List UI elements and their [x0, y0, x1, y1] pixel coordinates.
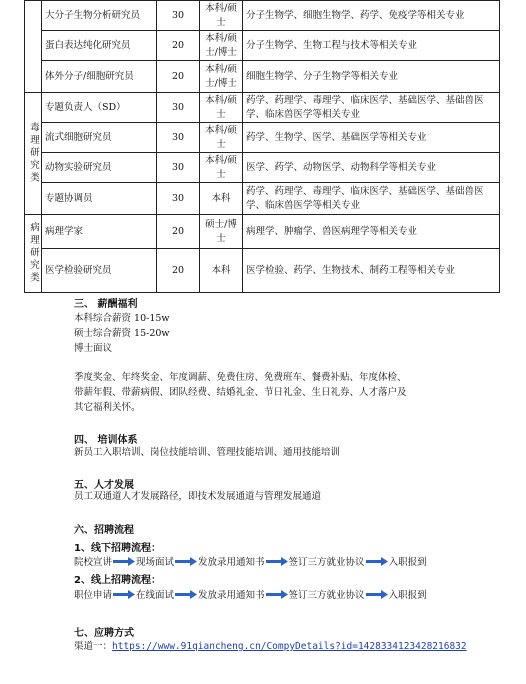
offline-process-flow — [74, 555, 427, 570]
arrow-right-icon — [175, 590, 197, 599]
headcount: 20 — [157, 31, 200, 61]
education: 本科/硕士 — [200, 93, 243, 123]
education: 本科/硕士 — [200, 123, 243, 153]
offline-process-heading: 1、线下招聘流程： — [74, 543, 161, 554]
category-label: 毒理研究类 — [28, 122, 39, 185]
position-name: 大分子生物分析研究员 — [42, 1, 157, 31]
development-text: 员工双通道人才发展路径，即技术发展通道与管理发展通道 — [74, 491, 322, 502]
benefits-line: 季度奖金、年终奖金、年度调薪、免费住房、免费班车、餐费补贴、年度体检、 — [74, 372, 407, 383]
position-name: 体外分子/细胞研究员 — [42, 61, 157, 93]
headcount: 20 — [157, 61, 200, 93]
major: 药学、药理学、毒理学、临床医学、基础医学、基础兽医学、临床兽医学等相关专业 — [243, 183, 500, 215]
major: 医学、药学、动物医学、动物科学等相关专业 — [243, 153, 500, 183]
headcount: 30 — [157, 153, 200, 183]
salary-heading: 三、 薪酬福利 — [74, 299, 138, 310]
table-row — [25, 93, 500, 123]
step-label: 入职报到 — [388, 590, 427, 601]
position-name: 动物实验研究员 — [42, 153, 157, 183]
arrow-right-icon — [366, 590, 388, 599]
step-label: 在线面试 — [136, 590, 175, 601]
online-process-heading: 2、线上招聘流程： — [74, 575, 161, 586]
headcount: 20 — [157, 249, 200, 293]
step-label: 入职报到 — [388, 557, 427, 568]
salary-master: 硕士综合薪资 15-20w — [74, 328, 170, 339]
table-row — [25, 153, 500, 183]
arrow-right-icon — [266, 590, 288, 599]
education: 本科 — [200, 249, 243, 293]
benefits-line: 其它福利关怀。 — [74, 402, 141, 413]
major: 细胞生物学、分子生物学等相关专业 — [243, 61, 500, 93]
arrow-right-icon — [266, 557, 288, 566]
step-label: 职位申请 — [74, 590, 113, 601]
step-label: 发放录用通知书 — [198, 557, 265, 568]
apply-channel — [74, 639, 467, 654]
arrow-right-icon — [175, 557, 197, 566]
online-process-flow — [74, 588, 427, 603]
table-row — [25, 183, 500, 215]
headcount: 30 — [157, 1, 200, 31]
education: 本科/硕士/博士 — [200, 61, 243, 93]
step-label: 发放录用通知书 — [198, 590, 265, 601]
position-name: 流式细胞研究员 — [42, 123, 157, 153]
major: 药学、生物学、医学、基础医学等相关专业 — [243, 123, 500, 153]
step-label: 签订三方就业协议 — [288, 557, 365, 568]
major: 病理学、肿瘤学、兽医病理学等相关专业 — [243, 215, 500, 249]
position-name: 专题协调员 — [42, 183, 157, 215]
education: 本科/硕士/博士 — [200, 31, 243, 61]
salary-doctor: 博士面议 — [74, 343, 113, 354]
category-cell — [25, 1, 42, 93]
apply-heading: 七、应聘方式 — [74, 628, 134, 639]
major: 药学、药理学、毒理学、临床医学、基础医学、基础兽医学、临床兽医学等相关专业 — [243, 93, 500, 123]
education: 本科/硕士 — [200, 1, 243, 31]
major: 医学检验、药学、生物技术、制药工程等相关专业 — [243, 249, 500, 293]
development-heading: 五、人才发展 — [74, 480, 134, 491]
step-label: 现场面试 — [136, 557, 175, 568]
headcount: 30 — [157, 123, 200, 153]
step-label: 签订三方就业协议 — [288, 590, 365, 601]
table-row — [25, 61, 500, 93]
education: 本科 — [200, 183, 243, 215]
arrow-right-icon — [113, 590, 135, 599]
headcount: 20 — [157, 215, 200, 249]
table-row — [25, 215, 500, 249]
category-toxicology — [25, 93, 42, 215]
training-heading: 四、 培训体系 — [74, 435, 138, 446]
category-label: 病理研究类 — [28, 222, 39, 285]
table-row — [25, 31, 500, 61]
apply-link[interactable]: https://www.91qiancheng.cn/CompyDetails?id=1428334123428216832 — [112, 641, 467, 652]
position-name: 病理学家 — [42, 215, 157, 249]
salary-bachelor: 本科综合薪资 10-15w — [74, 313, 170, 324]
arrow-right-icon — [113, 557, 135, 566]
position-name: 蛋白表达纯化研究员 — [42, 31, 157, 61]
table-row — [25, 249, 500, 293]
headcount: 30 — [157, 183, 200, 215]
major: 分子生物学、生物工程与技术等相关专业 — [243, 31, 500, 61]
category-pathology — [25, 215, 42, 293]
position-name: 专题负责人（SD） — [42, 93, 157, 123]
process-heading: 六、招聘流程 — [74, 525, 134, 536]
benefits-line: 带薪年假、带薪病假、团队经费、结婚礼金、节日礼金、生日礼券、人才落户及 — [74, 387, 407, 398]
major: 分子生物学、细胞生物学、药学、免疫学等相关专业 — [243, 1, 500, 31]
step-label: 院校宣讲 — [74, 557, 113, 568]
positions-table — [24, 0, 500, 293]
channel-label: 渠道一： — [74, 641, 113, 652]
training-text: 新员工入职培训、岗位技能培训、管理技能培训、通用技能培训 — [74, 447, 341, 458]
table-row — [25, 1, 500, 31]
position-name: 医学检验研究员 — [42, 249, 157, 293]
education: 本科/硕士 — [200, 153, 243, 183]
table-row — [25, 123, 500, 153]
arrow-right-icon — [366, 557, 388, 566]
education: 硕士/博士 — [200, 215, 243, 249]
headcount: 30 — [157, 93, 200, 123]
